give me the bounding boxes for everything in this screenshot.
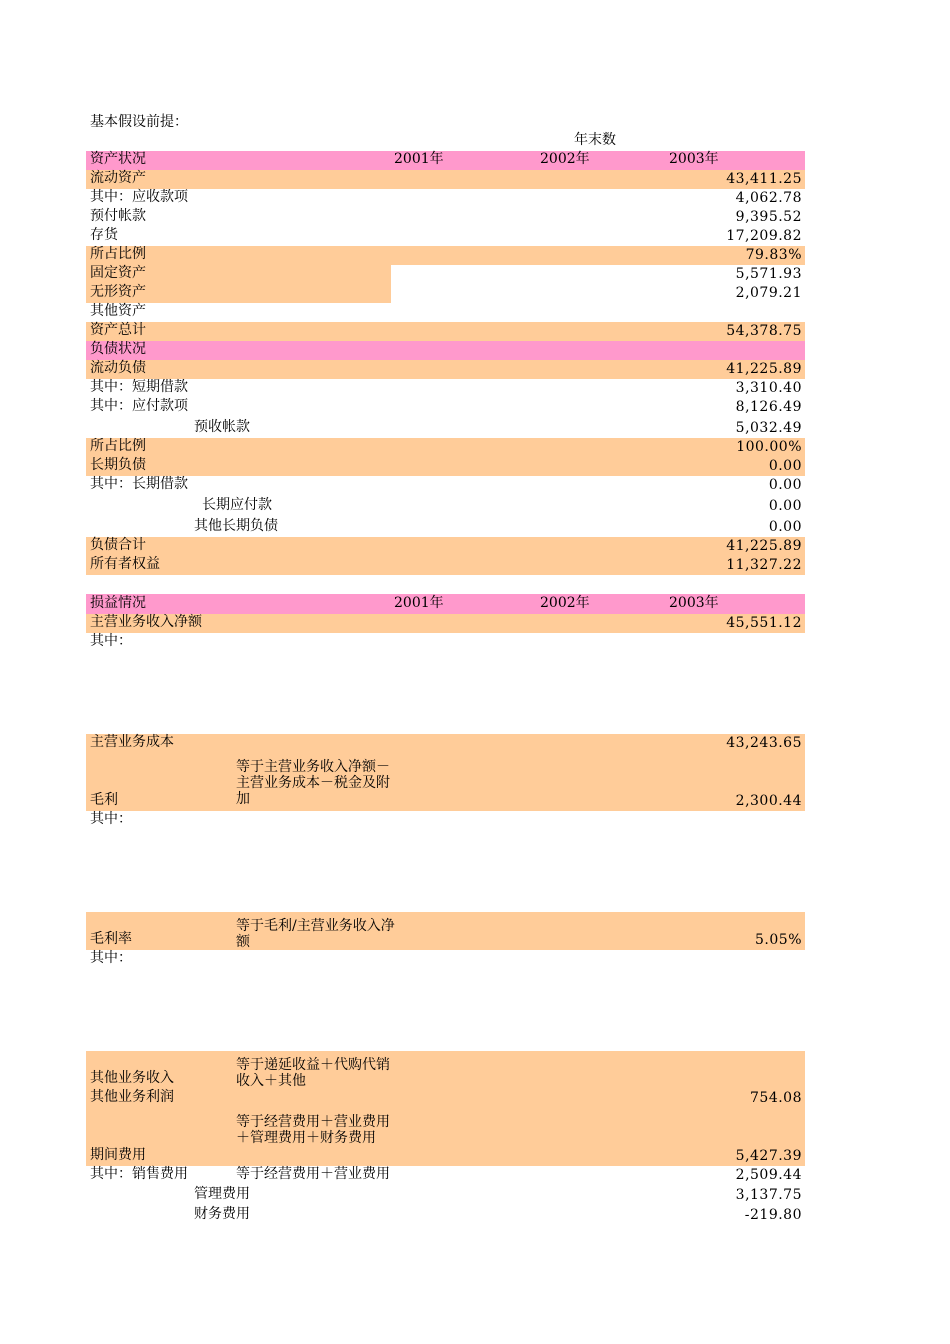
row-value: -219.80	[744, 1207, 802, 1223]
row-formula-note: 等于经营费用＋营业费用	[236, 1166, 390, 1182]
row-value: 8,126.49	[735, 399, 802, 415]
row-label: 主营业务收入净额	[90, 614, 202, 630]
row-value: 17,209.82	[726, 228, 802, 244]
sheet-row	[86, 341, 805, 360]
sheet-row	[86, 950, 805, 969]
row-value: 54,378.75	[726, 323, 802, 339]
sheet-row	[86, 1051, 805, 1089]
row-label: 其中：	[90, 633, 132, 649]
row-label: 主营业务成本	[90, 734, 174, 750]
row-label: 其中：长期借款	[90, 476, 188, 492]
row-label: 资产状况	[90, 151, 146, 167]
row-formula-note: 等于主营业务收入净额－主营业务成本－税金及附加	[236, 759, 390, 807]
row-label: 无形资产	[90, 284, 146, 300]
year-column-header: 2003年	[669, 151, 719, 167]
row-label: 预付帐款	[90, 208, 146, 224]
row-value: 0.00	[768, 519, 802, 535]
row-value: 0.00	[768, 458, 802, 474]
row-label: 其中：应付款项	[90, 398, 188, 414]
row-label: 所占比例	[90, 246, 146, 262]
row-label: 损益情况	[90, 595, 146, 611]
row-label: 其中：	[90, 811, 132, 827]
row-label: 资产总计	[90, 322, 146, 338]
row-label: 其中：应收款项	[90, 189, 188, 205]
row-label: 其他业务收入	[90, 1070, 174, 1086]
row-label: 流动负债	[90, 360, 146, 376]
row-label: 财务费用	[194, 1206, 250, 1222]
sheet-title: 基本假设前提：	[90, 114, 188, 130]
year-column-header: 2002年	[540, 595, 590, 611]
row-label: 固定资产	[90, 265, 146, 281]
row-value: 11,327.22	[726, 557, 802, 573]
row-label: 管理费用	[194, 1186, 250, 1202]
sheet-row	[86, 633, 805, 652]
row-value: 41,225.89	[726, 361, 802, 377]
row-label: 毛利	[90, 792, 118, 808]
row-label: 长期应付款	[202, 497, 272, 513]
row-label: 存货	[90, 227, 118, 243]
row-value: 43,243.65	[726, 735, 802, 751]
year-end-header: 年末数	[574, 132, 616, 148]
row-value: 3,310.40	[735, 380, 802, 396]
row-formula-note: 等于毛利/主营业务收入净额	[236, 918, 395, 950]
row-label: 所有者权益	[90, 556, 160, 572]
row-value: 41,225.89	[726, 538, 802, 554]
sheet-row	[86, 594, 805, 614]
row-value: 5,032.49	[735, 420, 802, 436]
row-value: 5,571.93	[735, 266, 802, 282]
row-value: 3,137.75	[735, 1187, 802, 1203]
row-label: 毛利率	[90, 931, 132, 947]
row-label: 长期负债	[90, 457, 146, 473]
sheet-row	[86, 811, 805, 830]
row-value: 5.05%	[755, 932, 802, 948]
row-value: 2,509.44	[735, 1167, 802, 1183]
row-value: 100.00%	[736, 439, 802, 455]
row-label: 所占比例	[90, 438, 146, 454]
row-value: 754.08	[750, 1090, 802, 1106]
row-label: 其中：销售费用	[90, 1166, 188, 1182]
row-formula-note: 等于经营费用＋营业费用＋管理费用＋财务费用	[236, 1114, 390, 1146]
row-value: 9,395.52	[735, 209, 802, 225]
year-column-header: 2002年	[540, 151, 590, 167]
row-value: 4,062.78	[735, 190, 802, 206]
year-column-header: 2001年	[394, 595, 444, 611]
row-label: 期间费用	[90, 1147, 146, 1163]
sheet-row	[86, 151, 805, 170]
row-label: 流动资产	[90, 170, 146, 186]
row-value: 79.83%	[745, 247, 802, 263]
year-column-header: 2001年	[394, 151, 444, 167]
row-value: 2,079.21	[735, 285, 802, 301]
row-label: 其他资产	[90, 303, 146, 319]
row-value: 2,300.44	[735, 793, 802, 809]
row-label: 其中：	[90, 950, 132, 966]
row-label: 预收帐款	[194, 419, 250, 435]
row-label: 其中：短期借款	[90, 379, 188, 395]
row-label: 负债合计	[90, 537, 146, 553]
row-formula-note: 等于递延收益＋代购代销收入＋其他	[236, 1057, 390, 1089]
row-label: 负债状况	[90, 341, 146, 357]
row-label: 其他业务利润	[90, 1089, 174, 1105]
sheet-row	[86, 303, 805, 322]
row-value: 43,411.25	[726, 171, 802, 187]
row-value: 5,427.39	[735, 1148, 802, 1164]
row-value: 0.00	[768, 477, 802, 493]
row-value: 45,551.12	[726, 615, 802, 631]
year-column-header: 2003年	[669, 595, 719, 611]
row-value: 0.00	[768, 498, 802, 514]
row-label: 其他长期负债	[194, 518, 278, 534]
